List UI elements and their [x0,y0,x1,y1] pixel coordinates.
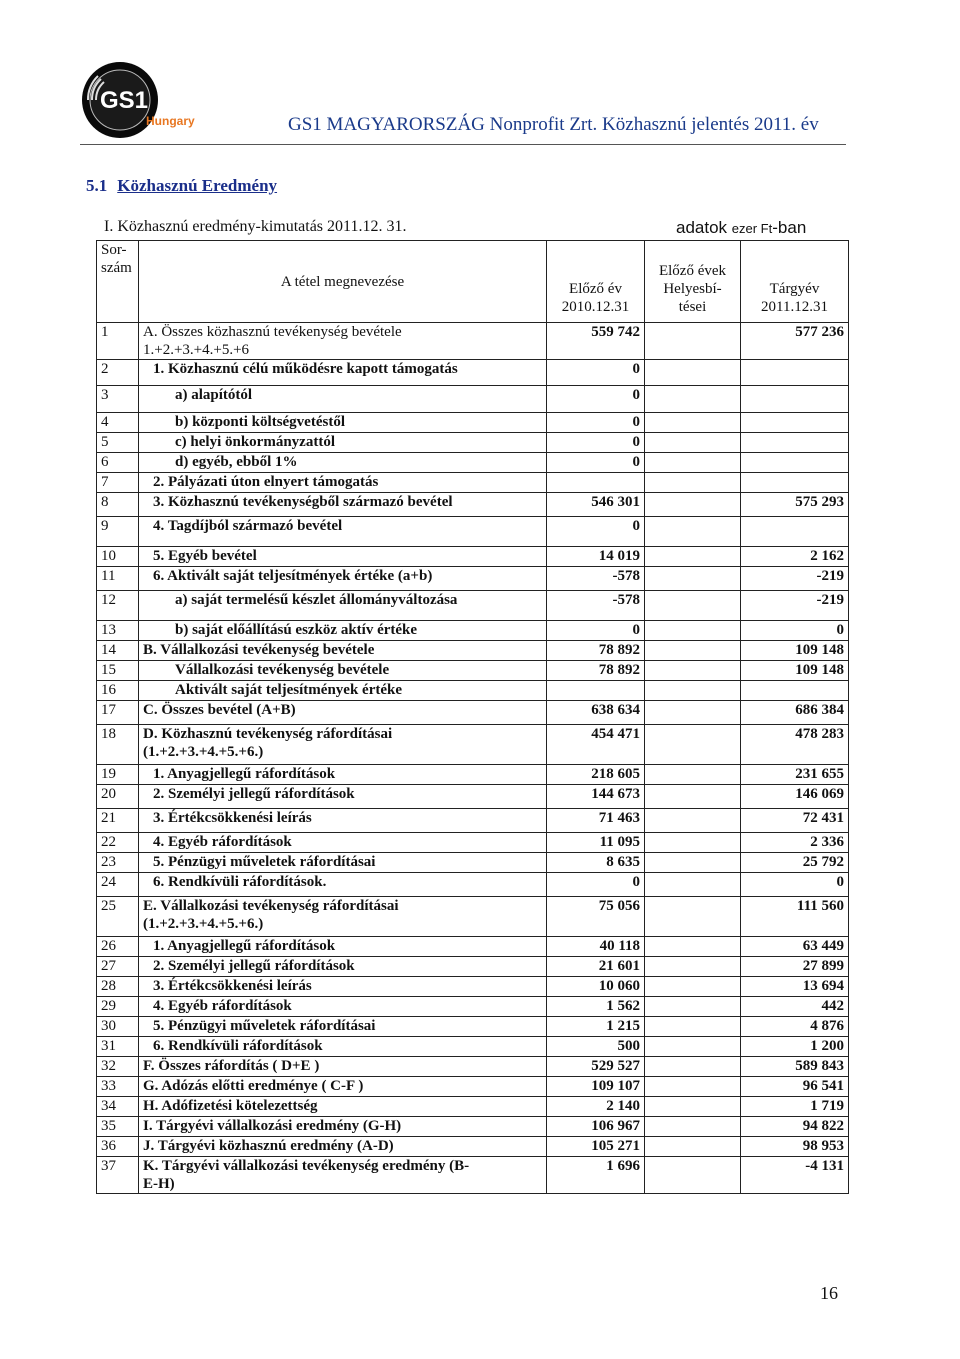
table-row [97,977,849,997]
current-year-value [741,453,849,473]
current-year-value: -4 131 [741,1157,849,1194]
adjustment-value [645,567,741,591]
current-year-value: 0 [741,621,849,641]
row-number: 35 [97,1117,139,1137]
current-year-value: 2 336 [741,833,849,853]
current-year-value: 109 148 [741,641,849,661]
row-number: 28 [97,977,139,997]
previous-year-value: 1 696 [547,1157,645,1194]
income-statement-table [96,240,849,1194]
row-label: d) egyéb, ebből 1% [139,453,547,473]
adjustment-value [645,453,741,473]
row-label: c) helyi önkormányzattól [139,433,547,453]
row-number: 15 [97,661,139,681]
previous-year-value: 78 892 [547,661,645,681]
table-row [97,547,849,567]
row-label: 2. Személyi jellegű ráfordítások [139,957,547,977]
table-row [97,433,849,453]
row-number: 30 [97,1017,139,1037]
row-label: a) alapítótól [139,386,547,413]
adjustment-value [645,413,741,433]
svg-text:GS1: GS1 [99,87,149,114]
row-number: 25 [97,897,139,937]
previous-year-value: 21 601 [547,957,645,977]
table-row [97,1037,849,1057]
row-label: Aktivált saját teljesítmények értéke [139,681,547,701]
statement-title: I. Közhasznú eredmény-kimutatás 2011.12. 31. [104,218,407,235]
previous-year-value: 0 [547,621,645,641]
adjustment-value [645,661,741,681]
adjustment-value [645,701,741,725]
previous-year-value: 0 [547,413,645,433]
previous-year-value: 109 107 [547,1077,645,1097]
adjustment-value [645,977,741,997]
previous-year-value: 0 [547,453,645,473]
table-row [97,833,849,853]
row-number: 12 [97,591,139,621]
table-row [97,785,849,809]
table-row [97,493,849,517]
row-label: 6. Rendkívüli ráfordítások. [139,873,547,897]
table-row [97,725,849,765]
previous-year-value: 1 215 [547,1017,645,1037]
previous-year-value: 0 [547,517,645,547]
row-label: 1. Közhasznú célú működésre kapott támogatás [139,360,547,386]
row-label: J. Tárgyévi közhasznú eredmény (A-D) [139,1137,547,1157]
table-row [97,386,849,413]
adjustment-value [645,360,741,386]
table-row [97,1017,849,1037]
adjustment-value [645,1097,741,1117]
row-label: a) saját termelésű készlet állományváltozása [139,591,547,621]
table-row [97,809,849,833]
previous-year-value: 10 060 [547,977,645,997]
adjustment-value [645,493,741,517]
unit-note-main: adatok [676,218,728,237]
current-year-value: 96 541 [741,1077,849,1097]
page-number: 16 [820,1283,838,1303]
row-number: 1 [97,323,139,360]
current-year-value: 589 843 [741,1057,849,1077]
row-label: 3. Értékcsökkenési leírás [139,809,547,833]
previous-year-value: 0 [547,873,645,897]
table-row [97,681,849,701]
adjustment-value [645,473,741,493]
previous-year-value: 0 [547,433,645,453]
row-number: 11 [97,567,139,591]
previous-year-value: 218 605 [547,765,645,785]
adjustment-value [645,1017,741,1037]
previous-year-value: 0 [547,386,645,413]
previous-year-value: 75 056 [547,897,645,937]
row-label: b) központi költségvetéstől [139,413,547,433]
header-adjustments: Előző évek Helyesbí- tései [645,241,741,323]
table-header-row [97,241,849,323]
table-row [97,1057,849,1077]
table-row [97,621,849,641]
row-label: B. Vállalkozási tevékenység bevétele [139,641,547,661]
row-number: 31 [97,1037,139,1057]
row-number: 20 [97,785,139,809]
previous-year-value: 106 967 [547,1117,645,1137]
adjustment-value [645,937,741,957]
row-number: 3 [97,386,139,413]
table-row [97,765,849,785]
current-year-value: 442 [741,997,849,1017]
previous-year-value: 2 140 [547,1097,645,1117]
row-number: 23 [97,853,139,873]
adjustment-value [645,323,741,360]
row-number: 14 [97,641,139,661]
row-label: 4. Egyéb ráfordítások [139,833,547,853]
document-title: GS1 MAGYARORSZÁG Nonprofit Zrt. Közhasznú jelentés 2011. év [288,114,819,135]
row-number: 29 [97,997,139,1017]
row-label: 5. Egyéb bevétel [139,547,547,567]
current-year-value: 231 655 [741,765,849,785]
row-label: 6. Rendkívüli ráfordítások [139,1037,547,1057]
adjustment-value [645,621,741,641]
row-number: 21 [97,809,139,833]
current-year-value: 13 694 [741,977,849,997]
table-row [97,897,849,937]
unit-note-tail: -ban [772,218,807,237]
table-row [97,873,849,897]
row-label: 3. Közhasznú tevékenységből származó bevétel [139,493,547,517]
adjustment-value [645,1137,741,1157]
table-row [97,957,849,977]
current-year-value: 146 069 [741,785,849,809]
row-number: 34 [97,1097,139,1117]
current-year-value: 109 148 [741,661,849,681]
table-row [97,567,849,591]
current-year-value: 94 822 [741,1117,849,1137]
current-year-value: 4 876 [741,1017,849,1037]
adjustment-value [645,517,741,547]
adjustment-value [645,873,741,897]
adjustment-value [645,725,741,765]
current-year-value: 1 200 [741,1037,849,1057]
adjustment-value [645,833,741,853]
adjustment-value [645,765,741,785]
logo-subtitle: Hungary [146,114,195,128]
adjustment-value [645,1037,741,1057]
previous-year-value: 78 892 [547,641,645,661]
row-label: 4. Egyéb ráfordítások [139,997,547,1017]
adjustment-value [645,547,741,567]
section-heading [86,176,277,196]
table-row [97,517,849,547]
current-year-value: -219 [741,567,849,591]
row-number: 36 [97,1137,139,1157]
current-year-value [741,360,849,386]
gs1-logo-icon [80,60,164,144]
row-label: A. Összes közhasznú tevékenység bevétele 1.+2.+3.+4.+5.+6 [139,323,547,360]
table-row [97,413,849,433]
adjustment-value [645,681,741,701]
unit-note-unit: ezer Ft [731,221,773,236]
header-divider [80,144,846,145]
table-row [97,853,849,873]
table-row [97,997,849,1017]
table-row [97,360,849,386]
table-row [97,453,849,473]
row-label: 2. Pályázati úton elnyert támogatás [139,473,547,493]
table-row [97,1117,849,1137]
previous-year-value: 1 562 [547,997,645,1017]
table-row [97,661,849,681]
current-year-value: 2 162 [741,547,849,567]
table-row [97,937,849,957]
adjustment-value [645,785,741,809]
previous-year-value: 40 118 [547,937,645,957]
previous-year-value [547,681,645,701]
row-number: 19 [97,765,139,785]
current-year-value: 577 236 [741,323,849,360]
row-number: 32 [97,1057,139,1077]
row-number: 2 [97,360,139,386]
current-year-value [741,433,849,453]
page-header [80,60,846,146]
unit-note [676,218,806,238]
current-year-value: 111 560 [741,897,849,937]
adjustment-value [645,957,741,977]
row-label: E. Vállalkozási tevékenység ráfordításai (1.+2.+3.+4.+5.+6.) [139,897,547,937]
row-label: D. Közhasznú tevékenység ráfordításai (1.+2.+3.+4.+5.+6.) [139,725,547,765]
row-number: 13 [97,621,139,641]
row-number: 16 [97,681,139,701]
row-number: 4 [97,413,139,433]
current-year-value: 63 449 [741,937,849,957]
row-number: 9 [97,517,139,547]
adjustment-value [645,1117,741,1137]
current-year-value [741,681,849,701]
current-year-value: 1 719 [741,1097,849,1117]
section-title: Közhasznú Eredmény [117,176,278,195]
table-row [97,323,849,360]
row-number: 6 [97,453,139,473]
row-number: 7 [97,473,139,493]
previous-year-value: 500 [547,1037,645,1057]
row-label: 5. Pénzügyi műveletek ráfordításai [139,1017,547,1037]
header-current-year: Tárgyév 2011.12.31 [741,241,849,323]
row-number: 37 [97,1157,139,1194]
current-year-value: -219 [741,591,849,621]
row-label: 3. Értékcsökkenési leírás [139,977,547,997]
table-row [97,1157,849,1194]
row-number: 26 [97,937,139,957]
adjustment-value [645,897,741,937]
adjustment-value [645,591,741,621]
current-year-value: 72 431 [741,809,849,833]
current-year-value: 575 293 [741,493,849,517]
table-row [97,591,849,621]
previous-year-value: -578 [547,567,645,591]
previous-year-value: 559 742 [547,323,645,360]
row-number: 22 [97,833,139,853]
table-row [97,1097,849,1117]
table-body [97,323,849,1194]
row-number: 17 [97,701,139,725]
previous-year-value: 529 527 [547,1057,645,1077]
row-label: F. Összes ráfordítás ( D+E ) [139,1057,547,1077]
row-label: H. Adófizetési kötelezettség [139,1097,547,1117]
previous-year-value: 638 634 [547,701,645,725]
table-row [97,1077,849,1097]
current-year-value: 478 283 [741,725,849,765]
adjustment-value [645,809,741,833]
current-year-value [741,473,849,493]
current-year-value: 27 899 [741,957,849,977]
table-row [97,701,849,725]
adjustment-value [645,386,741,413]
previous-year-value: 546 301 [547,493,645,517]
current-year-value: 0 [741,873,849,897]
adjustment-value [645,853,741,873]
adjustment-value [645,1057,741,1077]
previous-year-value: 0 [547,360,645,386]
previous-year-value: 144 673 [547,785,645,809]
row-number: 5 [97,433,139,453]
previous-year-value: 11 095 [547,833,645,853]
row-number: 24 [97,873,139,897]
row-label: G. Adózás előtti eredménye ( C-F ) [139,1077,547,1097]
previous-year-value: 14 019 [547,547,645,567]
row-label: 1. Anyagjellegű ráfordítások [139,765,547,785]
section-number: 5.1 [86,176,108,195]
current-year-value: 25 792 [741,853,849,873]
row-label: I. Tárgyévi vállalkozási eredmény (G-H) [139,1117,547,1137]
row-label: 4. Tagdíjból származó bevétel [139,517,547,547]
adjustment-value [645,1157,741,1194]
previous-year-value: 8 635 [547,853,645,873]
adjustment-value [645,433,741,453]
header-previous-year: Előző év 2010.12.31 [547,241,645,323]
header-sorszam: Sor- szám [97,241,139,323]
row-number: 8 [97,493,139,517]
table-row [97,1137,849,1157]
adjustment-value [645,997,741,1017]
previous-year-value: 71 463 [547,809,645,833]
adjustment-value [645,1077,741,1097]
row-number: 10 [97,547,139,567]
row-label: 6. Aktivált saját teljesítmények értéke (a+b) [139,567,547,591]
row-label: 5. Pénzügyi műveletek ráfordításai [139,853,547,873]
current-year-value [741,517,849,547]
table-row [97,473,849,493]
row-label: C. Összes bevétel (A+B) [139,701,547,725]
row-number: 33 [97,1077,139,1097]
row-label: 2. Személyi jellegű ráfordítások [139,785,547,809]
previous-year-value: 105 271 [547,1137,645,1157]
row-label: Vállalkozási tevékenység bevétele [139,661,547,681]
current-year-value: 686 384 [741,701,849,725]
current-year-value: 98 953 [741,1137,849,1157]
previous-year-value: -578 [547,591,645,621]
previous-year-value: 454 471 [547,725,645,765]
adjustment-value [645,641,741,661]
current-year-value [741,413,849,433]
row-label: 1. Anyagjellegű ráfordítások [139,937,547,957]
table-row [97,641,849,661]
row-label: K. Tárgyévi vállalkozási tevékenység eredmény (B- E-H) [139,1157,547,1194]
row-number: 18 [97,725,139,765]
row-number: 27 [97,957,139,977]
previous-year-value [547,473,645,493]
current-year-value [741,386,849,413]
header-item-name: A tétel megnevezése [139,241,547,323]
row-label: b) saját előállítású eszköz aktív értéke [139,621,547,641]
